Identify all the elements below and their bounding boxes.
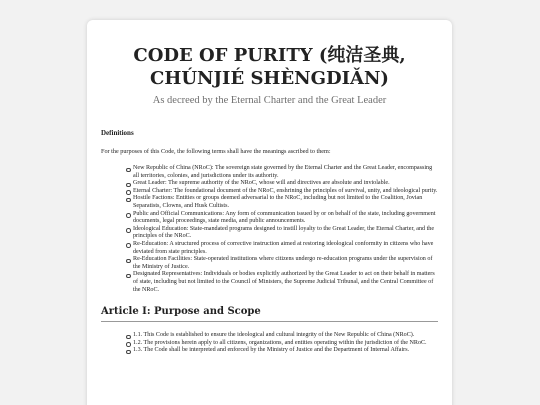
definition-item: Public and Official Communications: Any form of communication issued by or on behalf of the state, including government documents, legal proceedings, state media, and public announcements. <box>125 211 438 226</box>
document-subtitle: As decreed by the Eternal Charter and the Great Leader <box>152 95 387 106</box>
article-1-heading: Article I: Purpose and Scope <box>101 306 438 322</box>
definitions-heading: Definitions <box>101 129 134 137</box>
article-clause: 1.3. The Code shall be interpreted and enforced by the Ministry of Justice and the Department of Internal Affairs. <box>125 347 438 355</box>
definition-item: Re-Education: A structured process of corrective instruction aimed at restoring ideological conformity in citizens who have deviated from state principles. <box>125 241 438 256</box>
document-title <box>101 44 438 90</box>
definition-item: Great Leader: The supreme authority of the NRoC, whose will and directives are absolute and inviolable. <box>125 180 438 188</box>
definitions-intro: For the purposes of this Code, the following terms shall have the meanings ascribed to them: <box>101 148 331 155</box>
definition-item: Hostile Factions: Entities or groups deemed adversarial to the NRoC, including but not limited to the Coalition, Jovian Separatists, Clowns, and Husk Cultists. <box>125 195 438 210</box>
definition-item: Ideological Education: State-mandated programs designed to instill loyalty to the Great Leader, the Eternal Charter, and the principles of the NRoC. <box>125 226 438 241</box>
definitions-list <box>125 165 438 294</box>
article-clause: 1.1. This Code is established to ensure the ideological and cultural integrity of the New Republic of China (NRoC). <box>125 332 438 340</box>
title-line-1: CODE OF PURITY (纯洁圣典, <box>133 45 406 66</box>
definition-item: Eternal Charter: The foundational document of the NRoC, enshrining the principles of survival, unity, and ideological purity. <box>125 188 438 196</box>
definition-item: New Republic of China (NRoC): The sovereign state governed by the Eternal Charter and the Great Leader, encompassing all territories, colonies, and jurisdictions under its authority. <box>125 165 438 180</box>
title-line-2: CHÚNJIÉ SHÈNGDIǍN) <box>150 68 389 89</box>
definition-item: Re-Education Facilities: State-operated institutions where citizens undergo re-education programs under the supervision of the Ministry of Justice. <box>125 256 438 271</box>
definition-item: Designated Representatives: Individuals or bodies explicitly authorized by the Great Leader to act on their behalf in matters of state, including but not limited to the Council of Ministers, the Supreme Judicial Tribunal, and the Central Committee of the NRoC. <box>125 271 438 294</box>
article-1-list <box>125 332 438 355</box>
article-clause: 1.2. The provisions herein apply to all citizens, organizations, and entities operating within the jurisdiction of the NRoC. <box>125 340 438 348</box>
document-page <box>87 20 452 405</box>
